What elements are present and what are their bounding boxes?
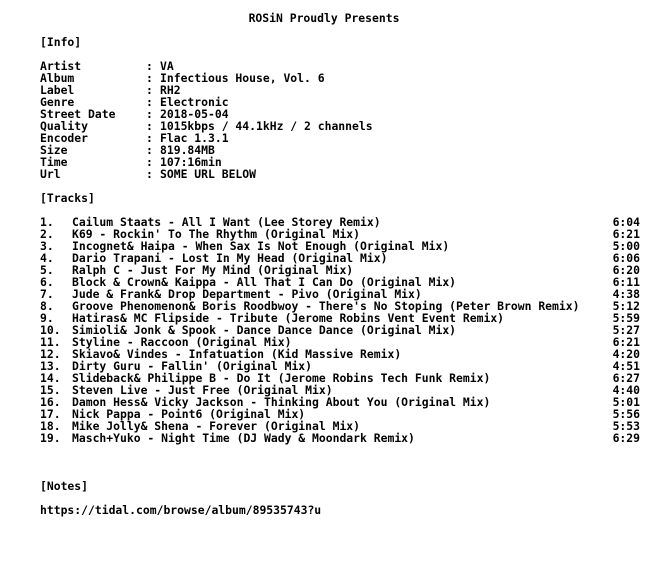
- track-number: 8.: [40, 299, 54, 313]
- info-value: 107:16min: [160, 155, 222, 169]
- track-title: Block & Crown& Kaippa - All That I Can Do (Original Mix): [72, 275, 457, 289]
- track-title: Groove Phenomenon& Boris Roodbwoy - There's No Stoping (Peter Brown Remix): [72, 299, 580, 313]
- track-duration: 6:27: [612, 371, 640, 385]
- track-duration: 6:29: [612, 431, 640, 445]
- track-duration: 6:06: [612, 251, 640, 265]
- notes-heading: [Notes]: [40, 479, 89, 493]
- notes-url: https://tidal.com/browse/album/89535743?u: [40, 503, 322, 517]
- info-value: 819.84MB: [160, 143, 215, 157]
- track-title: Cailum Staats - All I Want (Lee Storey Remix): [72, 215, 381, 229]
- info-separator: :: [146, 119, 153, 133]
- info-value: Infectious House, Vol. 6: [160, 71, 325, 85]
- info-separator: :: [146, 83, 153, 97]
- track-duration: 6:21: [612, 335, 640, 349]
- track-duration: 4:38: [612, 287, 640, 301]
- info-value: RH2: [160, 83, 181, 97]
- track-number: 9.: [40, 311, 54, 325]
- page-title: ROSiN Proudly Presents: [248, 11, 400, 25]
- info-value: 1015kbps / 44.1kHz / 2 channels: [160, 119, 373, 133]
- track-duration: 5:01: [612, 395, 640, 409]
- track-title: Jude & Frank& Drop Department - Pivo (Original Mix): [72, 287, 422, 301]
- info-separator: :: [146, 155, 153, 169]
- track-duration: 5:53: [612, 419, 640, 433]
- info-value: 2018-05-04: [160, 107, 229, 121]
- track-title: Simioli& Jonk & Spook - Dance Dance Dance (Original Mix): [72, 323, 457, 337]
- info-value: VA: [160, 59, 174, 73]
- track-duration: 6:21: [612, 227, 640, 241]
- info-key: Time: [40, 155, 68, 169]
- track-number: 18.: [40, 419, 61, 433]
- track-number: 5.: [40, 263, 54, 277]
- track-number: 7.: [40, 287, 54, 301]
- info-table: [40, 60, 373, 180]
- track-title: Hatiras& MC Flipside - Tribute (Jerome Robins Vent Event Remix): [72, 311, 505, 325]
- track-title: Nick Pappa - Point6 (Original Mix): [72, 407, 306, 421]
- info-row-album: [40, 72, 373, 84]
- track-number: 3.: [40, 239, 54, 253]
- track-number: 16.: [40, 395, 61, 409]
- info-key: Encoder: [40, 131, 89, 145]
- info-separator: :: [146, 131, 153, 145]
- track-duration: 5:56: [612, 407, 640, 421]
- info-key: Quality: [40, 119, 89, 133]
- info-separator: :: [146, 167, 153, 181]
- track-number: 10.: [40, 323, 61, 337]
- track-duration: 4:20: [612, 347, 640, 361]
- track-title: Dirty Guru - Fallin' (Original Mix): [72, 359, 313, 373]
- info-separator: :: [146, 59, 153, 73]
- track-title: K69 - Rockin' To The Rhythm (Original Mix): [72, 227, 361, 241]
- track-number: 19.: [40, 431, 61, 445]
- track-number: 6.: [40, 275, 54, 289]
- track-number: 13.: [40, 359, 61, 373]
- track-duration: 6:04: [612, 215, 640, 229]
- track-title: Mike Jolly& Shena - Forever (Original Mix): [72, 419, 361, 433]
- track-title: Styline - Raccoon (Original Mix): [72, 335, 292, 349]
- track-duration: 4:40: [612, 383, 640, 397]
- track-title: Dario Trapani - Lost In My Head (Original Mix): [72, 251, 388, 265]
- info-key: Url: [40, 167, 61, 181]
- info-separator: :: [146, 107, 153, 121]
- track-title: Skiavo& Vindes - Infatuation (Kid Massive Remix): [72, 347, 402, 361]
- track-row: [40, 432, 640, 444]
- track-title: Slideback& Philippe B - Do It (Jerome Robins Tech Funk Remix): [72, 371, 491, 385]
- info-separator: :: [146, 71, 153, 85]
- info-key: Label: [40, 83, 75, 97]
- track-duration: 5:00: [612, 239, 640, 253]
- track-duration: 6:11: [612, 275, 640, 289]
- info-separator: :: [146, 95, 153, 109]
- info-value: Electronic: [160, 95, 229, 109]
- track-number: 12.: [40, 347, 61, 361]
- track-number: 11.: [40, 335, 61, 349]
- info-value: SOME URL BELOW: [160, 167, 257, 181]
- track-title: Incognet& Haipa - When Sax Is Not Enough (Original Mix): [72, 239, 450, 253]
- info-row-url: [40, 168, 373, 180]
- track-title: Masch+Yuko - Night Time (DJ Wady & Moondark Remix): [72, 431, 415, 445]
- track-title: Damon Hess& Vicky Jackson - Thinking About You (Original Mix): [72, 395, 491, 409]
- info-key: Street Date: [40, 107, 116, 121]
- info-value: Flac 1.3.1: [160, 131, 229, 145]
- track-duration: 4:51: [612, 359, 640, 373]
- track-number: 1.: [40, 215, 54, 229]
- info-key: Artist: [40, 59, 82, 73]
- track-duration: 5:59: [612, 311, 640, 325]
- track-number: 15.: [40, 383, 61, 397]
- track-number: 14.: [40, 371, 61, 385]
- track-number: 17.: [40, 407, 61, 421]
- track-title: Ralph C - Just For My Mind (Original Mix): [72, 263, 354, 277]
- track-duration: 6:20: [612, 263, 640, 277]
- info-key: Genre: [40, 95, 75, 109]
- track-number: 4.: [40, 251, 54, 265]
- info-separator: :: [146, 143, 153, 157]
- info-heading: [Info]: [40, 35, 82, 49]
- track-title: Steven Live - Just Free (Original Mix): [72, 383, 333, 397]
- track-list: [40, 216, 640, 444]
- info-key: Size: [40, 143, 68, 157]
- track-duration: 5:27: [612, 323, 640, 337]
- tracks-heading: [Tracks]: [40, 191, 95, 205]
- track-number: 2.: [40, 227, 54, 241]
- track-duration: 5:12: [612, 299, 640, 313]
- info-key: Album: [40, 71, 75, 85]
